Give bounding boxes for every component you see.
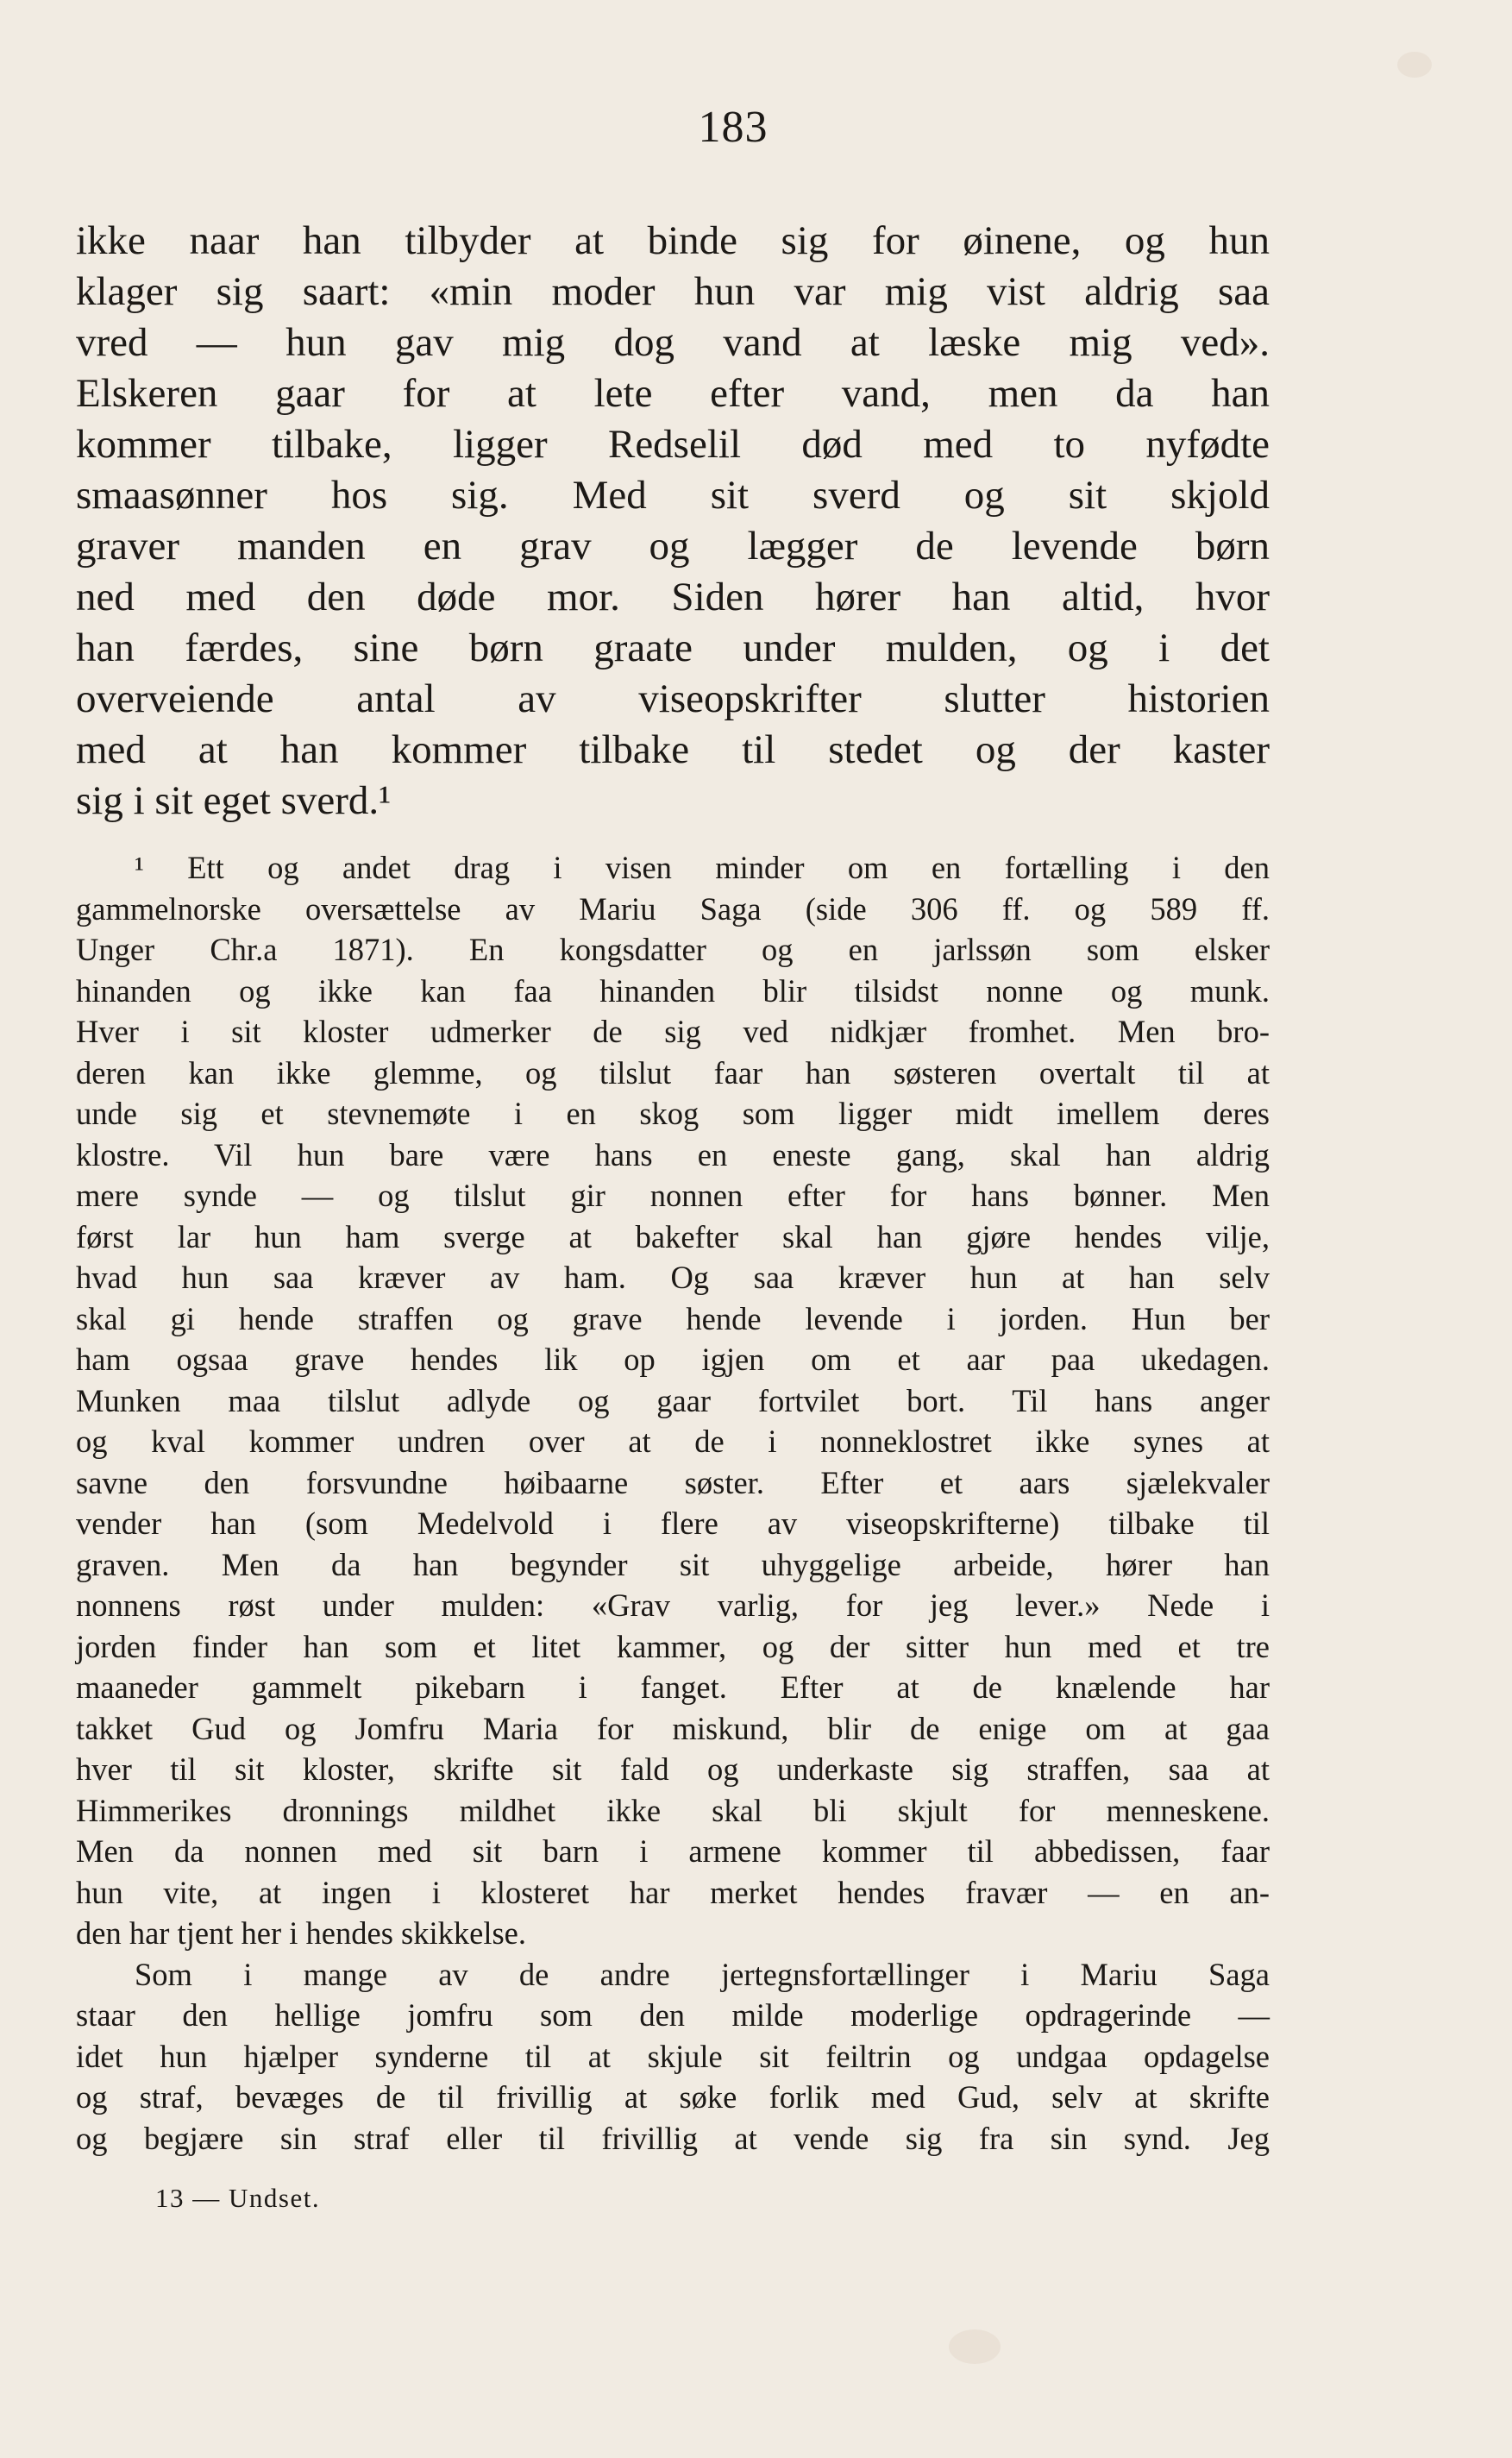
footnote-line: skal gi hende straffen og grave hende levende i jorden. Hun ber <box>76 1300 1270 1336</box>
footnote-line: takket Gud og Jomfru Maria for miskund, blir de enige om at gaa <box>76 1710 1270 1746</box>
footnote-line: og begjære sin straf eller til frivillig at vende sig fra sin synd. Jeg <box>76 2120 1270 2156</box>
text-line: smaasønner hos sig. Med sit sverd og sit skjold <box>76 473 1270 518</box>
paper-spot <box>949 2329 1001 2364</box>
footnote-line: jorden finder han som et litet kammer, og der sitter hun med et tre <box>76 1628 1270 1664</box>
footnote-line: hun vite, at ingen i klosteret har merket hendes fravær — en an- <box>76 1874 1270 1910</box>
footnote-line: Som i mange av de andre jertegnsfortællinger i Mariu Saga <box>135 1956 1270 1992</box>
text-line: ned med den døde mor. Siden hører han altid, hvor <box>76 575 1270 619</box>
footnote-line: hver til sit kloster, skrifte sit fald og underkaste sig straffen, saa at <box>76 1751 1270 1787</box>
footnote-line: savne den forsvundne høibaarne søster. Efter et aars sjælekvaler <box>76 1464 1270 1500</box>
text-line: med at han kommer tilbake til stedet og der kaster <box>76 727 1270 772</box>
text-line: sig i sit eget sverd.¹ <box>76 778 392 823</box>
footnote-line: graven. Men da han begynder sit uhyggelige arbeide, hører han <box>76 1546 1270 1582</box>
main-paragraph <box>76 216 1270 827</box>
footnote-line: vender han (som Medelvold i flere av viseopskrifterne) tilbake til <box>76 1506 1270 1541</box>
footnote-line: Men da nonnen med sit barn i armene kommer til abbedissen, faar <box>76 1833 1270 1869</box>
footnote-line: unde sig et stevnemøte i en skog som ligger midt imellem deres <box>76 1096 1270 1131</box>
printer-signature: 13 — Undset. <box>155 2183 321 2213</box>
footnote-line: deren kan ikke glemme, og tilslut faar han søsteren overtalt til at <box>76 1054 1270 1091</box>
footnote-line: gammelnorske oversættelse av Mariu Saga (side 306 ff. og 589 ff. <box>76 890 1270 927</box>
text-line: han færdes, sine børn graate under mulden, og i det <box>76 626 1270 670</box>
footnote-line: og straf, bevæges de til frivillig at søke forlik med Gud, selv at skrifte <box>76 2079 1270 2115</box>
footnote-line: nonnens røst under mulden: «Grav varlig, for jeg lever.» Nede i <box>76 1587 1270 1623</box>
footnote-line: hinanden og ikke kan faa hinanden blir tilsidst nonne og munk. <box>76 972 1270 1009</box>
footnote-line: Munken maa tilslut adlyde og gaar fortvilet bort. Til hans anger <box>76 1382 1270 1418</box>
footnote-line: Himmerikes dronnings mildhet ikke skal bli skjult for menneskene. <box>76 1792 1270 1828</box>
footnote-line: ¹ Ett og andet drag i visen minder om en fortælling i den <box>135 850 1270 885</box>
footnote-line: idet hun hjælper synderne til at skjule sit feiltrin og undgaa opdagelse <box>76 2038 1270 2074</box>
page-number: 183 <box>698 103 769 152</box>
text-line: graver manden en grav og lægger de levende børn <box>76 524 1270 569</box>
text-line: ikke naar han tilbyder at binde sig for øinene, og hun <box>76 218 1270 263</box>
text-line: klager sig saart: «min moder hun var mig vist aldrig saa <box>76 269 1270 314</box>
footnote-line: og kval kommer undren over at de i nonneklostret ikke synes at <box>76 1424 1270 1459</box>
footnote-line: hvad hun saa kræver av ham. Og saa kræver hun at han selv <box>76 1260 1270 1295</box>
footnote-line: Unger Chr.a 1871). En kongsdatter og en jarlssøn som elsker <box>76 932 1270 967</box>
footnote-line: mere synde — og tilslut gir nonnen efter for hans bønner. Men <box>76 1178 1270 1213</box>
footnote-line: Hver i sit kloster udmerker de sig ved nidkjær fromhet. Men bro- <box>76 1014 1270 1049</box>
footnote-line: først lar hun ham sverge at bakefter skal han gjøre hendes vilje, <box>76 1218 1270 1254</box>
footnote <box>76 847 1270 2159</box>
footnote-line: klostre. Vil hun bare være hans en eneste gang, skal han aldrig <box>76 1136 1270 1172</box>
text-line: Elskeren gaar for at lete efter vand, men da han <box>76 371 1270 416</box>
footnote-line: maaneder gammelt pikebarn i fanget. Efter at de knælende har <box>76 1669 1270 1705</box>
text-line: vred — hun gav mig dog vand at læske mig ved». <box>76 320 1270 365</box>
footnote-line: den har tjent her i hendes skikkelse. <box>76 1915 526 1951</box>
footnote-line: staar den hellige jomfru som den milde moderlige opdragerinde — <box>76 1997 1270 2033</box>
text-line: overveiende antal av viseopskrifter slutter historien <box>76 676 1270 721</box>
text-line: kommer tilbake, ligger Redselil død med to nyfødte <box>76 422 1270 467</box>
footnote-line: ham ogsaa grave hendes lik op igjen om et aar paa ukedagen. <box>76 1342 1270 1377</box>
paper-spot <box>1397 52 1432 78</box>
